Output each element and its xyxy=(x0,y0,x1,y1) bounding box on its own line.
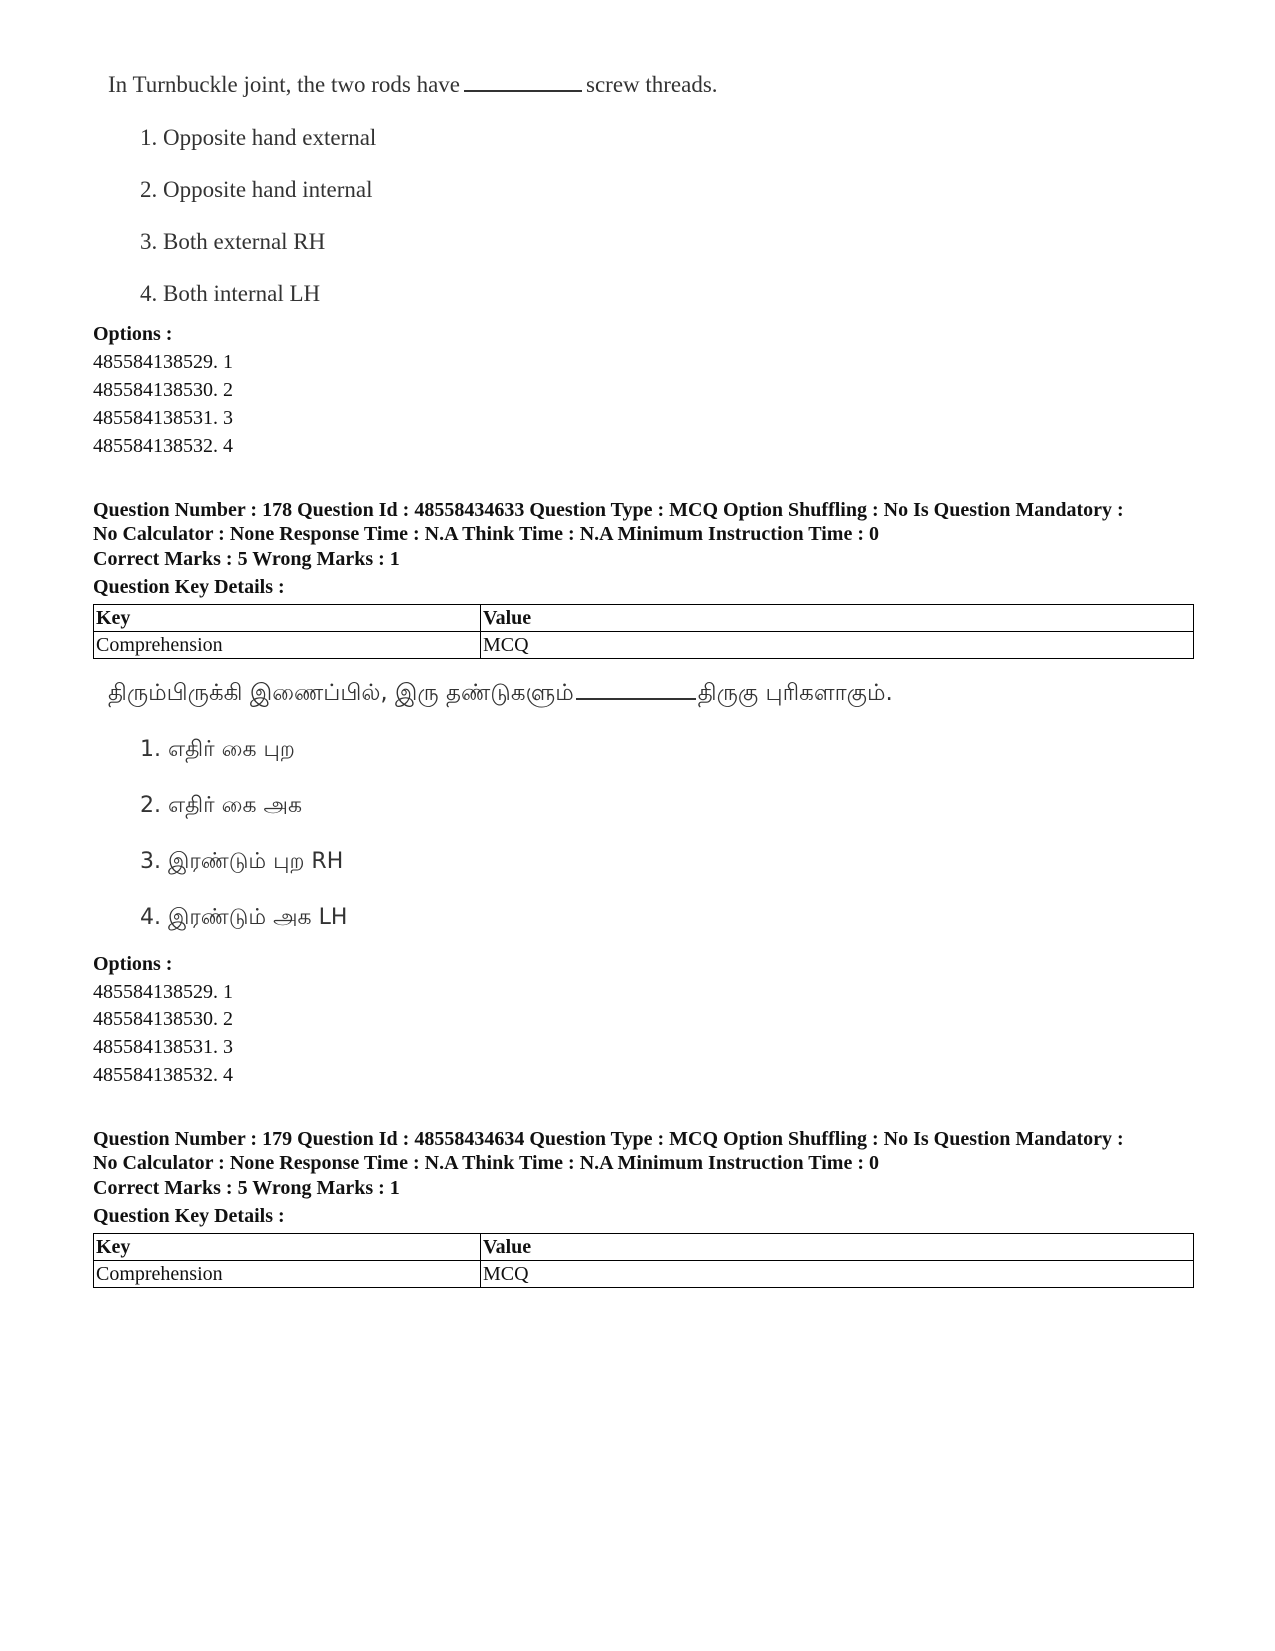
cell-value: MCQ xyxy=(481,632,1194,659)
key-value-table xyxy=(93,1233,1194,1288)
stem-text-after: திருகு புரிகளாகும். xyxy=(697,680,893,706)
header-value: Value xyxy=(481,605,1194,632)
choice-item: 4. இரண்டும் அக LH xyxy=(140,905,348,930)
cell-key: Comprehension xyxy=(94,1261,481,1288)
marks-line: Correct Marks : 5 Wrong Marks : 1 xyxy=(93,1177,400,1199)
choice-item: 4. Both internal LH xyxy=(140,281,321,306)
choice-item: 2. Opposite hand internal xyxy=(140,177,373,202)
choice-item: 1. எதிர் கை புற xyxy=(140,737,295,762)
cell-value: MCQ xyxy=(481,1261,1194,1288)
option-line: 485584138532. 4 xyxy=(93,1064,233,1086)
choice-item: 3. Both external RH xyxy=(140,229,326,254)
marks-line: Correct Marks : 5 Wrong Marks : 1 xyxy=(93,548,400,570)
cell-key: Comprehension xyxy=(94,632,481,659)
question-meta-178 xyxy=(93,498,1203,546)
stem-text-after: screw threads. xyxy=(586,72,718,97)
table-row xyxy=(94,632,1194,659)
meta-line-1: Question Number : 178 Question Id : 48558434633 Question Type : MCQ Option Shuffling : No Is Question Mandatory : xyxy=(93,499,1124,521)
stem-text-before: திரும்பிருக்கி இணைப்பில், இரு தண்டுகளும் xyxy=(108,680,574,706)
option-line: 485584138532. 4 xyxy=(93,435,233,457)
blank-line xyxy=(464,72,582,92)
key-value-table xyxy=(93,604,1194,659)
option-line: 485584138529. 1 xyxy=(93,981,233,1003)
option-line: 485584138530. 2 xyxy=(93,379,233,401)
option-line: 485584138531. 3 xyxy=(93,407,233,429)
table-header-row xyxy=(94,605,1194,632)
header-key: Key xyxy=(94,1234,481,1261)
meta-line-1: Question Number : 179 Question Id : 48558434634 Question Type : MCQ Option Shuffling : No Is Question Mandatory : xyxy=(93,1128,1124,1150)
header-value: Value xyxy=(481,1234,1194,1261)
question-image-english xyxy=(108,72,718,306)
question-stem xyxy=(108,680,893,709)
options-heading: Options : xyxy=(93,953,173,975)
meta-line-2: No Calculator : None Response Time : N.A Think Time : N.A Minimum Instruction Time : 0 xyxy=(93,523,879,545)
question-image-tamil xyxy=(108,680,893,930)
table-row xyxy=(94,1261,1194,1288)
meta-line-2: No Calculator : None Response Time : N.A Think Time : N.A Minimum Instruction Time : 0 xyxy=(93,1152,879,1174)
question-meta-179 xyxy=(93,1127,1203,1175)
blank-line xyxy=(576,680,696,700)
choice-item: 3. இரண்டும் புற RH xyxy=(140,849,344,874)
choice-item: 1. Opposite hand external xyxy=(140,125,377,150)
option-line: 485584138529. 1 xyxy=(93,351,233,373)
options-heading: Options : xyxy=(93,323,173,345)
option-line: 485584138531. 3 xyxy=(93,1036,233,1058)
stem-text-before: In Turnbuckle joint, the two rods have xyxy=(108,72,460,97)
table-header-row xyxy=(94,1234,1194,1261)
key-details-heading: Question Key Details : xyxy=(93,576,285,598)
header-key: Key xyxy=(94,605,481,632)
key-details-heading: Question Key Details : xyxy=(93,1205,285,1227)
option-line: 485584138530. 2 xyxy=(93,1008,233,1030)
choice-item: 2. எதிர் கை அக xyxy=(140,793,303,818)
question-stem xyxy=(108,72,718,98)
